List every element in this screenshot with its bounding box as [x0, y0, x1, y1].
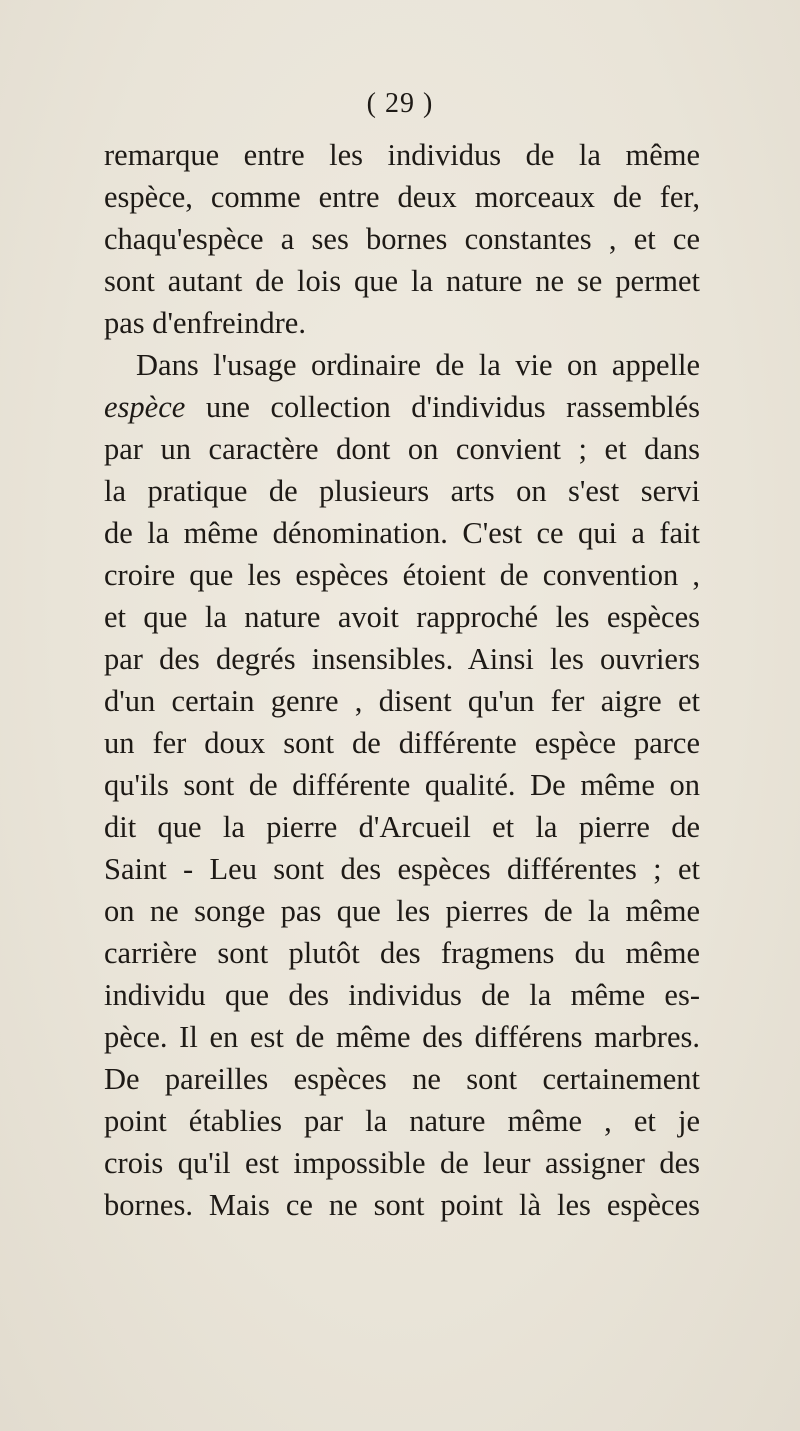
- text-line: espèce, comme entre deux morceaux de fer,: [104, 180, 700, 214]
- text-line: de la même dénomination. C'est ce qui a fait: [104, 516, 700, 550]
- text-line: croire que les espèces étoient de convention ,: [104, 558, 700, 592]
- text-line: point établies par la nature même , et je: [104, 1104, 700, 1138]
- text-line: qu'ils sont de différente qualité. De même on: [104, 768, 700, 802]
- text-line: sont autant de lois que la nature ne se permet: [104, 264, 700, 298]
- text-line: pèce. Il en est de même des différens marbres.: [104, 1020, 700, 1054]
- text-line: pas d'enfreindre.: [104, 306, 306, 340]
- text-line: individu que des individus de la même es-: [104, 978, 700, 1012]
- text-line: [104, 387, 700, 427]
- text-line: la pratique de plusieurs arts on s'est servi: [104, 474, 700, 508]
- italic-term: espèce: [104, 390, 186, 424]
- text-line: et que la nature avoit rapproché les espèces: [104, 600, 700, 634]
- text-line: par un caractère dont on convient ; et dans: [104, 432, 700, 466]
- text-line: Dans l'usage ordinaire de la vie on appelle: [136, 348, 700, 382]
- page-number: ( 29 ): [366, 88, 434, 119]
- text-line: par des degrés insensibles. Ainsi les ouvriers: [104, 642, 700, 676]
- text-line-rest: une collection d'individus rassemblés: [185, 390, 700, 424]
- text-line: dit que la pierre d'Arcueil et la pierre de: [104, 810, 700, 844]
- text-line: carrière sont plutôt des fragmens du même: [104, 936, 700, 970]
- text-line: crois qu'il est impossible de leur assigner des: [104, 1146, 700, 1180]
- text-line: un fer doux sont de différente espèce parce: [104, 726, 700, 760]
- text-line: remarque entre les individus de la même: [104, 138, 700, 172]
- text-line: Saint - Leu sont des espèces différentes ; et: [104, 852, 700, 886]
- text-line: De pareilles espèces ne sont certainement: [104, 1062, 700, 1096]
- text-line: bornes. Mais ce ne sont point là les espèces: [104, 1188, 700, 1222]
- text-line: on ne songe pas que les pierres de la même: [104, 894, 700, 928]
- text-line: d'un certain genre , disent qu'un fer aigre et: [104, 684, 700, 718]
- text-line: chaqu'espèce a ses bornes constantes , et ce: [104, 222, 700, 256]
